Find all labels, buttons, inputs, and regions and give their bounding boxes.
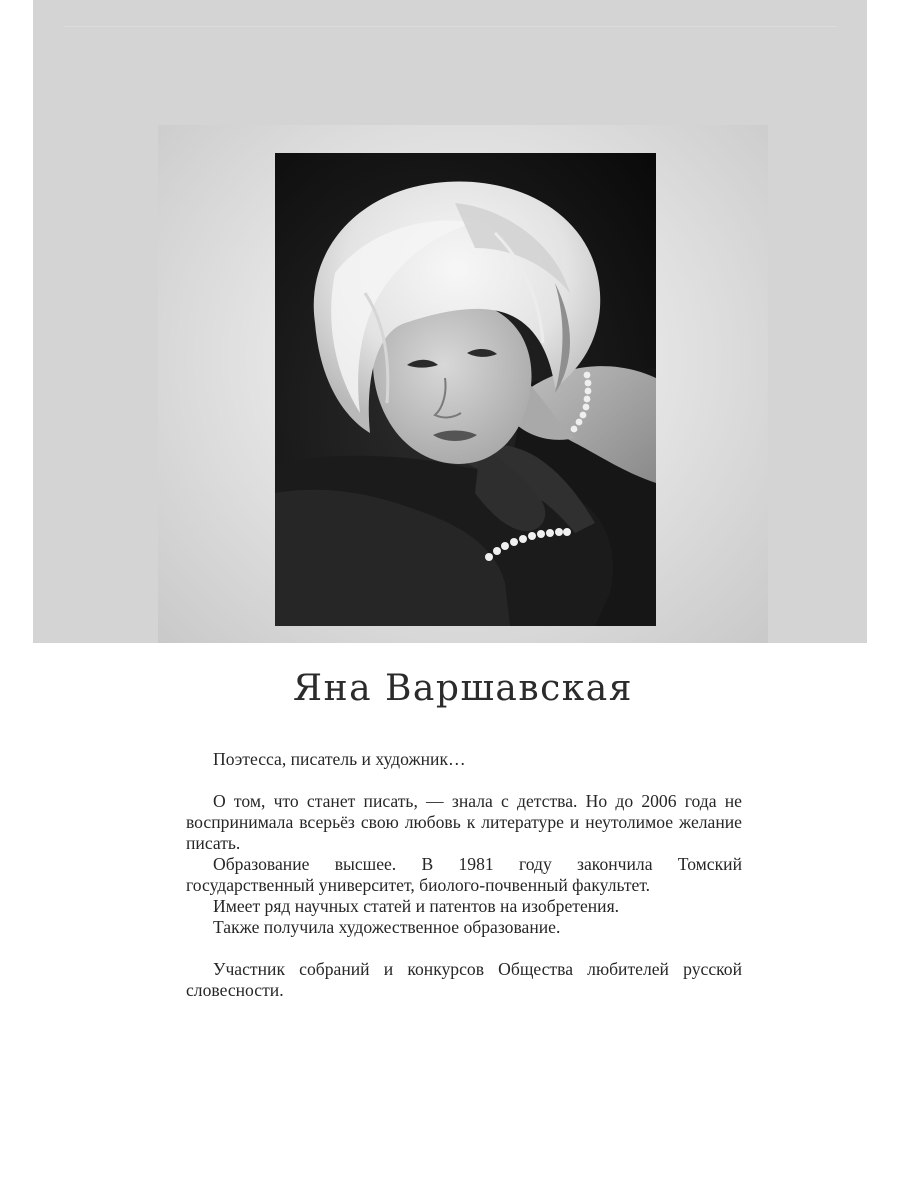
author-portrait [275, 153, 656, 626]
portrait-illustration [275, 153, 656, 626]
bio-paragraph: Участник собраний и конкурсов Общества любителей русской словесности. [186, 959, 742, 1000]
bio-paragraph: Поэтесса, писатель и художник… [213, 749, 466, 769]
bio-paragraph: Также получила художественное образование. [213, 917, 561, 937]
band-divider [63, 26, 837, 27]
bio-paragraph: О том, что станет писать, — знала с детства. Но до 2006 года не воспринимала всерьёз свою любовь к литературе и неутолимое желание писать. [186, 791, 742, 853]
paragraph-gap [186, 938, 742, 959]
bio-paragraph: Образование высшее. В 1981 году закончила Томский государственный университет, биолого-почвенный факультет. [186, 854, 742, 895]
author-name: Яна Варшавская [293, 668, 633, 709]
paragraph-gap [186, 770, 742, 791]
bio-paragraph: Имеет ряд научных статей и патентов на изобретения. [213, 896, 620, 916]
author-bio [186, 749, 742, 1001]
